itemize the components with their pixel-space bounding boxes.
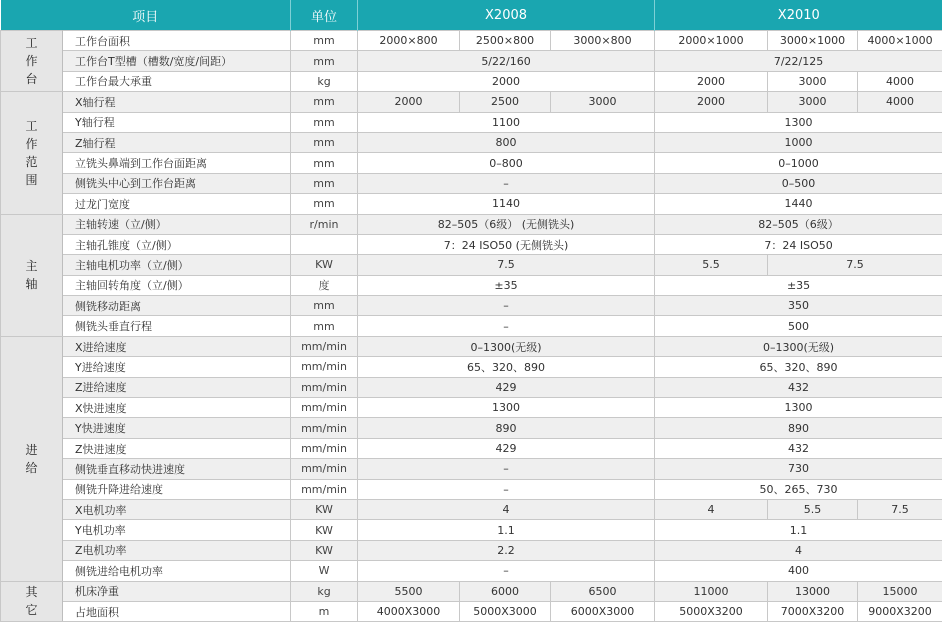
spec-item: Y快进速度 (63, 418, 291, 438)
group-char: 主 (25, 259, 38, 274)
group-char: 工 (25, 36, 38, 51)
value-x2008: 1100 (358, 112, 655, 132)
spec-unit: mm (291, 194, 358, 214)
table-row (1, 71, 942, 91)
value-x2008: 1300 (358, 398, 655, 418)
value-x2010: 0–1300(无级) (655, 336, 942, 356)
value-x2010: 890 (655, 418, 942, 438)
spec-unit: mm/min (291, 357, 358, 377)
spec-item: 侧铣头中心到工作台距离 (63, 173, 291, 193)
value-x2008: 2000×800 (358, 31, 460, 51)
value-x2008: 7.5 (358, 255, 655, 275)
value-x2010: 65、320、890 (655, 357, 942, 377)
table-row (1, 418, 942, 438)
spec-unit: kg (291, 581, 358, 601)
value-x2008: 2500 (460, 92, 551, 112)
value-x2008: 429 (358, 377, 655, 397)
value-x2010: 1.1 (655, 520, 942, 540)
table-row (1, 112, 942, 132)
spec-unit: mm (291, 132, 358, 152)
value-x2010: 13000 (768, 581, 858, 601)
spec-item: 工作台面积 (63, 31, 291, 51)
spec-item: Z进给速度 (63, 377, 291, 397)
value-x2008: – (358, 459, 655, 479)
spec-unit: mm/min (291, 377, 358, 397)
group-label-range (1, 92, 63, 214)
table-row (1, 459, 942, 479)
spec-item: 占地面积 (63, 601, 291, 621)
spec-item: 立铣头鼻端到工作台面距离 (63, 153, 291, 173)
value-x2010: 5000X3200 (655, 601, 768, 621)
value-x2010: 7.5 (858, 499, 942, 519)
spec-body (1, 31, 942, 622)
spec-item: 主轴转速（立/侧） (63, 214, 291, 234)
spec-item: 侧铣移动距离 (63, 296, 291, 316)
group-char: 作 (25, 54, 38, 69)
group-char: 范 (25, 154, 38, 169)
value-x2010: 50、265、730 (655, 479, 942, 499)
header-row (1, 0, 942, 31)
group-char: 围 (25, 172, 38, 187)
value-x2008: 65、320、890 (358, 357, 655, 377)
value-x2008: 6000X3000 (551, 601, 655, 621)
value-x2008: 4 (358, 499, 655, 519)
value-x2010: 400 (655, 561, 942, 581)
spec-unit: KW (291, 255, 358, 275)
header-item: 项目 (1, 0, 291, 31)
spec-item: 工作台最大承重 (63, 71, 291, 91)
table-row (1, 377, 942, 397)
value-x2008: 3000 (551, 92, 655, 112)
group-char: 进 (25, 442, 38, 457)
value-x2010: 350 (655, 296, 942, 316)
spec-item: Z电机功率 (63, 540, 291, 560)
value-x2008: – (358, 173, 655, 193)
group-char: 它 (25, 603, 38, 618)
table-row (1, 540, 942, 560)
table-row (1, 92, 942, 112)
table-row (1, 316, 942, 336)
spec-item: 过龙门宽度 (63, 194, 291, 214)
table-row (1, 51, 942, 71)
value-x2010: 2000 (655, 71, 768, 91)
spec-unit: m (291, 601, 358, 621)
value-x2010: 3000 (768, 71, 858, 91)
table-row (1, 398, 942, 418)
value-x2010: 500 (655, 316, 942, 336)
header-unit: 单位 (291, 0, 358, 31)
spec-item: 机床净重 (63, 581, 291, 601)
value-x2008: – (358, 561, 655, 581)
table-row (1, 357, 942, 377)
spec-item: Y进给速度 (63, 357, 291, 377)
spec-unit: KW (291, 499, 358, 519)
value-x2010: 4 (655, 499, 768, 519)
spec-unit: mm (291, 153, 358, 173)
value-x2010: 4000 (858, 71, 942, 91)
value-x2008: – (358, 316, 655, 336)
value-x2008: 3000×800 (551, 31, 655, 51)
value-x2008: 1.1 (358, 520, 655, 540)
table-row (1, 255, 942, 275)
group-label-table (1, 31, 63, 92)
value-x2010: 1440 (655, 194, 942, 214)
spec-unit: mm (291, 92, 358, 112)
value-x2008: 5000X3000 (460, 601, 551, 621)
value-x2010: 0–1000 (655, 153, 942, 173)
value-x2010: 3000×1000 (768, 31, 858, 51)
spec-unit: mm (291, 316, 358, 336)
spec-item: Z快进速度 (63, 438, 291, 458)
table-row (1, 336, 942, 356)
spec-unit: W (291, 561, 358, 581)
value-x2008: 0–800 (358, 153, 655, 173)
value-x2010: 2000 (655, 92, 768, 112)
spec-unit: mm (291, 173, 358, 193)
spec-item: Y轴行程 (63, 112, 291, 132)
spec-item: 侧铣进给电机功率 (63, 561, 291, 581)
header-model-x2010: X2010 (655, 0, 942, 31)
table-row (1, 581, 942, 601)
spec-unit: mm/min (291, 479, 358, 499)
value-x2008: 82–505（6级） (无侧铣头) (358, 214, 655, 234)
group-char: 轴 (25, 277, 38, 292)
value-x2008: 1140 (358, 194, 655, 214)
value-x2010: 7/22/125 (655, 51, 942, 71)
value-x2010: 432 (655, 438, 942, 458)
spec-item: 主轴孔锥度（立/侧） (63, 234, 291, 254)
group-char: 其 (25, 585, 38, 600)
group-label-other (1, 581, 63, 622)
value-x2010: ±35 (655, 275, 942, 295)
value-x2010: 1000 (655, 132, 942, 152)
value-x2010: 15000 (858, 581, 942, 601)
value-x2010: 2000×1000 (655, 31, 768, 51)
value-x2008: 429 (358, 438, 655, 458)
table-row (1, 520, 942, 540)
value-x2010: 5.5 (655, 255, 768, 275)
spec-unit: mm/min (291, 418, 358, 438)
value-x2010: 0–500 (655, 173, 942, 193)
spec-unit: KW (291, 540, 358, 560)
value-x2010: 82–505（6级） (655, 214, 942, 234)
value-x2008: 890 (358, 418, 655, 438)
table-row (1, 194, 942, 214)
value-x2008: 7：24 ISO50 (无侧铣头) (358, 234, 655, 254)
value-x2010: 5.5 (768, 499, 858, 519)
spec-unit: mm/min (291, 336, 358, 356)
value-x2008: 2000 (358, 92, 460, 112)
spec-item: X电机功率 (63, 499, 291, 519)
spec-unit: kg (291, 71, 358, 91)
spec-unit: mm (291, 296, 358, 316)
value-x2008: 2000 (358, 71, 655, 91)
value-x2010: 1300 (655, 398, 942, 418)
spec-item: 主轴电机功率（立/侧） (63, 255, 291, 275)
spec-unit: mm (291, 112, 358, 132)
table-row (1, 173, 942, 193)
value-x2010: 730 (655, 459, 942, 479)
table-row (1, 132, 942, 152)
value-x2008: 4000X3000 (358, 601, 460, 621)
table-row (1, 275, 942, 295)
table-row (1, 234, 942, 254)
spec-item: 工作台T型槽（槽数/宽度/间距） (63, 51, 291, 71)
value-x2008: 0–1300(无级) (358, 336, 655, 356)
group-label-feed (1, 336, 63, 581)
value-x2010: 9000X3200 (858, 601, 942, 621)
value-x2010: 4000 (858, 92, 942, 112)
spec-unit: mm (291, 31, 358, 51)
spec-item: Z轴行程 (63, 132, 291, 152)
value-x2008: 6000 (460, 581, 551, 601)
spec-item: X快进速度 (63, 398, 291, 418)
spec-unit: KW (291, 520, 358, 540)
group-char: 台 (25, 72, 38, 87)
spec-item: X轴行程 (63, 92, 291, 112)
value-x2008: 6500 (551, 581, 655, 601)
value-x2008: – (358, 479, 655, 499)
spec-item: 主轴回转角度（立/侧） (63, 275, 291, 295)
value-x2010: 1300 (655, 112, 942, 132)
table-row (1, 153, 942, 173)
value-x2010: 4000×1000 (858, 31, 942, 51)
group-char: 工 (25, 118, 38, 133)
value-x2008: 2.2 (358, 540, 655, 560)
value-x2010: 7.5 (768, 255, 942, 275)
value-x2010: 432 (655, 377, 942, 397)
spec-unit: mm/min (291, 398, 358, 418)
table-row (1, 499, 942, 519)
spec-item: X进给速度 (63, 336, 291, 356)
value-x2008: 800 (358, 132, 655, 152)
value-x2010: 7000X3200 (768, 601, 858, 621)
spec-unit: mm (291, 51, 358, 71)
group-char: 给 (25, 460, 38, 475)
group-label-spindle (1, 214, 63, 336)
value-x2008: ±35 (358, 275, 655, 295)
table-row (1, 601, 942, 621)
table-row (1, 438, 942, 458)
table-row (1, 296, 942, 316)
value-x2008: 2500×800 (460, 31, 551, 51)
table-row (1, 214, 942, 234)
spec-unit (291, 234, 358, 254)
table-row (1, 31, 942, 51)
value-x2008: – (358, 296, 655, 316)
value-x2010: 7：24 ISO50 (655, 234, 942, 254)
value-x2010: 3000 (768, 92, 858, 112)
header-model-x2008: X2008 (358, 0, 655, 31)
group-char: 作 (25, 136, 38, 151)
spec-item: 侧铣升降进给速度 (63, 479, 291, 499)
spec-item: 侧铣头垂直行程 (63, 316, 291, 336)
table-row (1, 479, 942, 499)
spec-unit: mm/min (291, 459, 358, 479)
value-x2008: 5/22/160 (358, 51, 655, 71)
value-x2010: 4 (655, 540, 942, 560)
value-x2010: 11000 (655, 581, 768, 601)
spec-item: 侧铣垂直移动快进速度 (63, 459, 291, 479)
spec-item: Y电机功率 (63, 520, 291, 540)
spec-unit: r/min (291, 214, 358, 234)
spec-unit: 度 (291, 275, 358, 295)
value-x2008: 5500 (358, 581, 460, 601)
table-row (1, 561, 942, 581)
spec-unit: mm/min (291, 438, 358, 458)
